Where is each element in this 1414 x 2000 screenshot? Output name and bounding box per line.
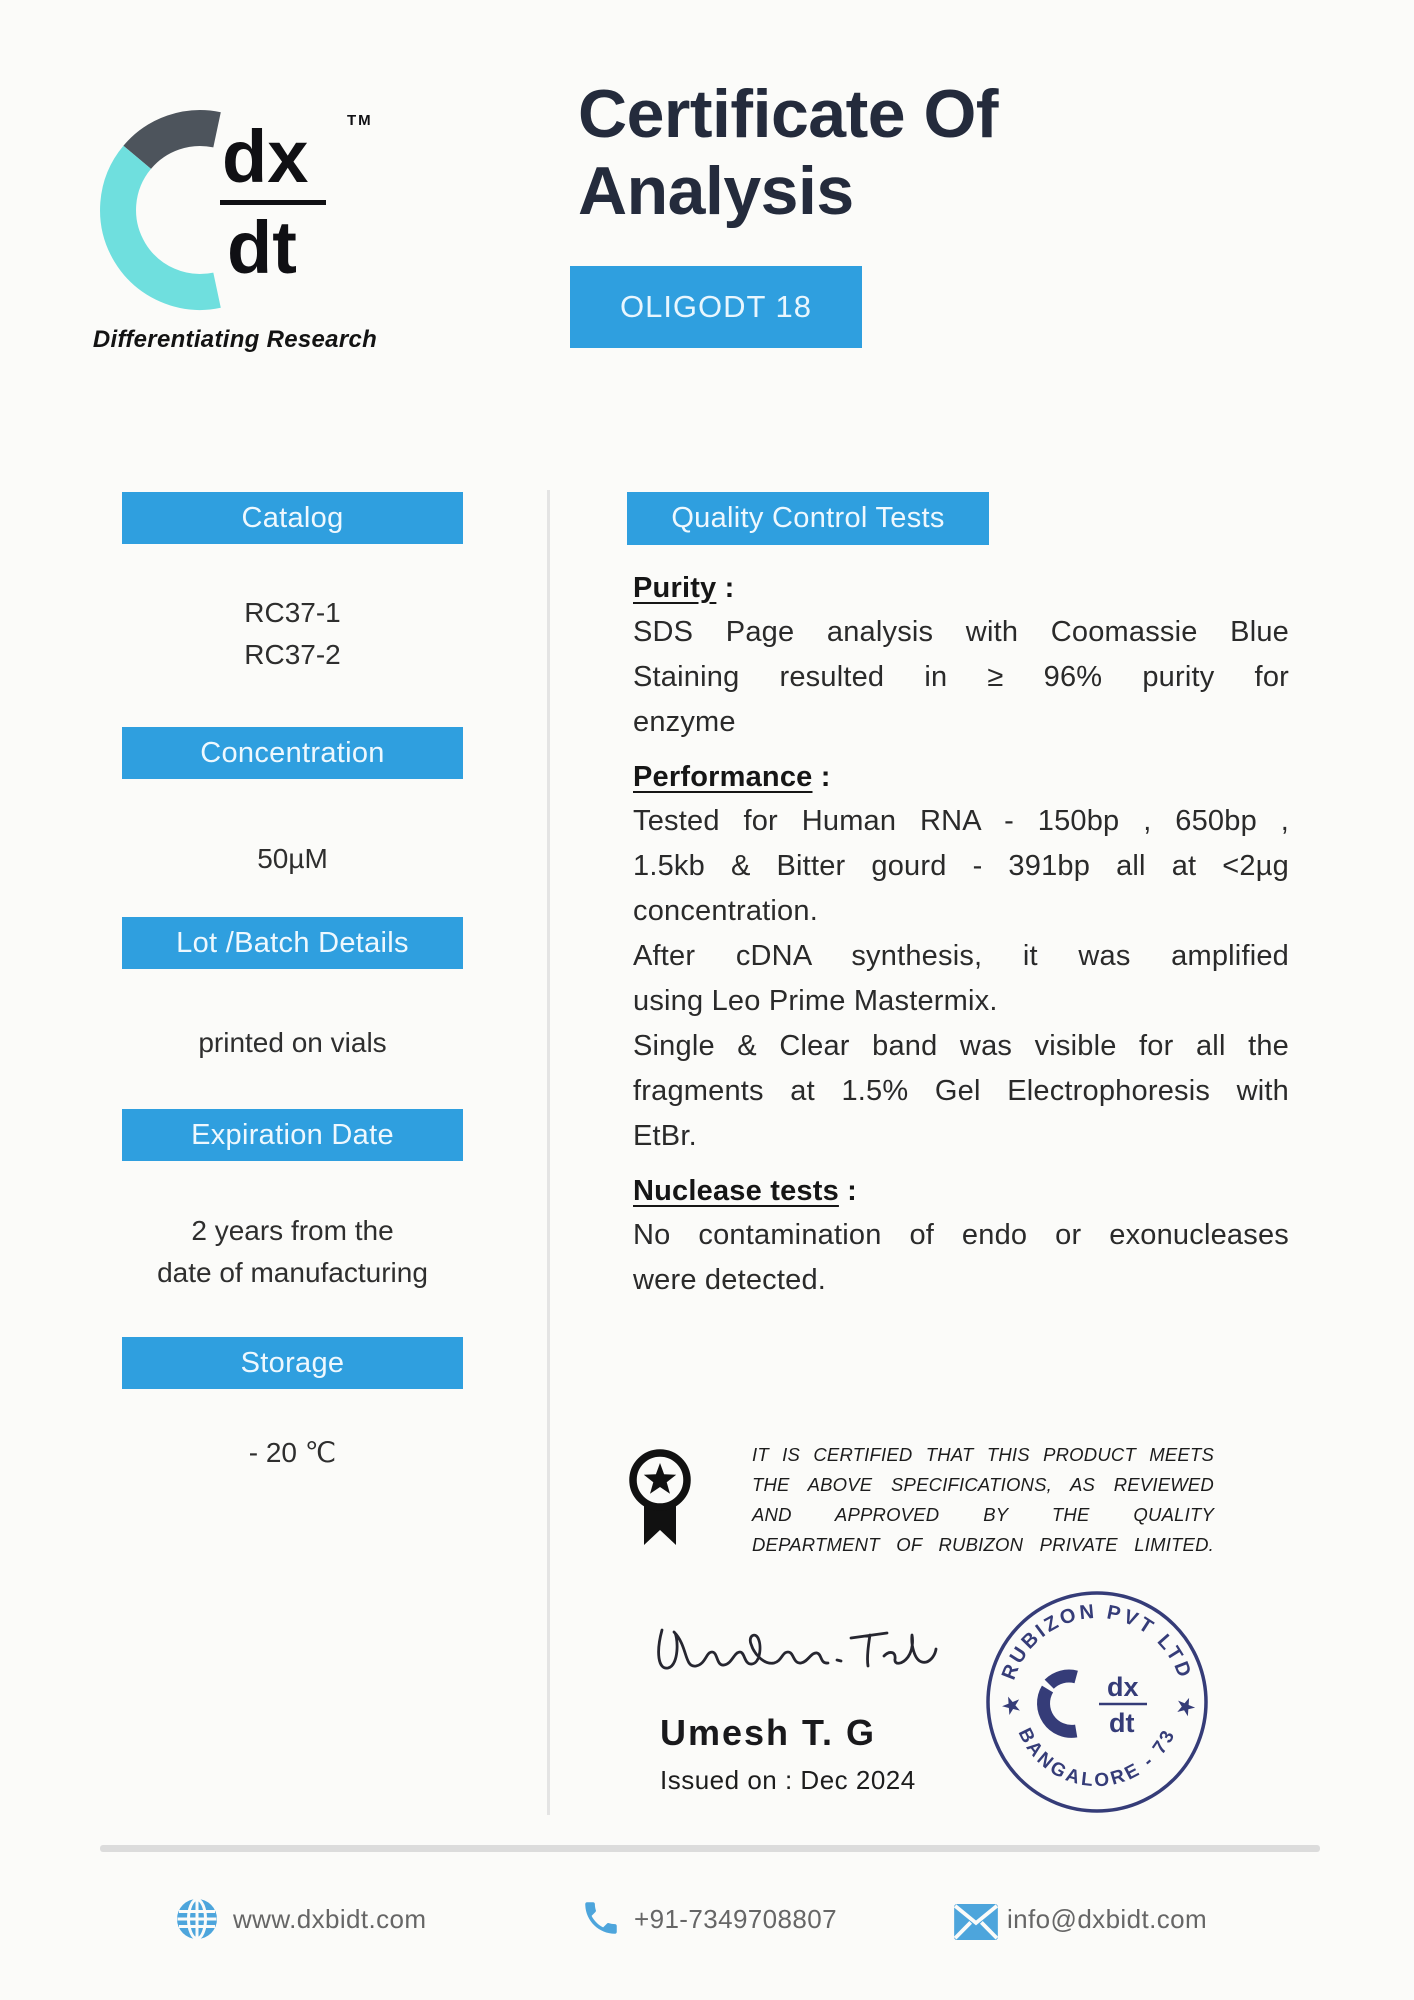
award-medal-icon: [623, 1441, 697, 1555]
performance-line: 1.5kb & Bitter gourd - 391bp all at <2µg: [633, 850, 1289, 882]
performance-line: using Leo Prime Mastermix.: [633, 985, 998, 1017]
trademark-symbol: TM: [347, 112, 373, 129]
logo-dx-text: dx: [222, 115, 309, 198]
brand-tagline: Differentiating Research: [92, 326, 378, 353]
expiration-value: [122, 1210, 463, 1294]
stamp-company-text: RUBIZON PVT LTD: [997, 1600, 1197, 1683]
stamp-city-text: BANGALORE - 73: [1013, 1724, 1181, 1792]
footer-website[interactable]: www.dxbidt.com: [233, 1904, 427, 1934]
logo-fraction-bar: [220, 200, 326, 205]
nuclease-line: were detected.: [633, 1264, 827, 1296]
purity-line: Staining resulted in ≥ 96% purity for: [633, 661, 1289, 693]
column-divider: [547, 490, 550, 1815]
expiration-value-line1: 2 years from the: [191, 1215, 394, 1246]
svg-text:BANGALORE - 73: [1014, 1725, 1181, 1792]
section-header-catalog: Catalog: [122, 492, 463, 544]
performance-line: After cDNA synthesis, it was amplified: [633, 940, 1289, 972]
qc-performance-section: [633, 761, 1289, 1159]
qc-nuclease-section: [633, 1175, 1289, 1303]
performance-line: fragments at 1.5% Gel Electrophoresis with: [633, 1075, 1289, 1107]
qc-purity-section: [633, 572, 1289, 745]
qc-body: [633, 572, 1289, 1319]
stamp-dt-text: dt: [1109, 1708, 1135, 1738]
certification-line: DEPARTMENT OF RUBIZON PRIVATE LIMITED.: [752, 1534, 1214, 1555]
lot-batch-value: printed on vials: [198, 1027, 387, 1058]
signer-name: Umesh T. G: [660, 1712, 877, 1753]
section-header-expiration: Expiration Date: [122, 1109, 463, 1161]
catalog-value-1: RC37-1: [244, 597, 341, 628]
section-header-quality-control: Quality Control Tests: [627, 492, 989, 545]
certification-line: IT IS CERTIFIED THAT THIS PRODUCT MEETS: [752, 1444, 1214, 1465]
purity-line: enzyme: [633, 706, 736, 738]
svg-text:RUBIZON PVT LTD: [998, 1601, 1196, 1683]
section-header-concentration: Concentration: [122, 727, 463, 779]
page-title-line1: Certificate Of: [578, 76, 998, 152]
storage-value: - 20 ℃: [248, 1437, 337, 1468]
concentration-value: 50µM: [257, 843, 328, 874]
globe-icon: [176, 1898, 218, 1940]
performance-line: Single & Clear band was visible for all the: [633, 1030, 1289, 1062]
performance-line: Tested for Human RNA - 150bp , 650bp ,: [633, 805, 1289, 837]
stamp-star-right: ★: [1170, 1690, 1201, 1724]
purity-line: SDS Page analysis with Coomassie Blue: [633, 616, 1289, 648]
product-badge: OLIGODT 18: [570, 266, 862, 348]
page-title: [578, 76, 1118, 230]
section-header-storage: Storage: [122, 1337, 463, 1389]
catalog-value-2: RC37-2: [244, 639, 341, 670]
footer-divider: [100, 1845, 1320, 1852]
company-stamp: [983, 1586, 1211, 1818]
purity-heading: Purity :: [633, 572, 735, 604]
page-title-line2: Analysis: [578, 153, 854, 229]
performance-line: concentration.: [633, 895, 818, 927]
nuclease-line: No contamination of endo or exonucleases: [633, 1219, 1289, 1251]
section-header-lot-batch: Lot /Batch Details: [122, 917, 463, 969]
certification-line: THE ABOVE SPECIFICATIONS, AS REVIEWED: [752, 1474, 1214, 1495]
handwritten-signature: [648, 1612, 938, 1692]
issued-date: Issued on : Dec 2024: [660, 1765, 916, 1795]
phone-icon: [580, 1897, 622, 1939]
performance-line: EtBr.: [633, 1120, 697, 1152]
footer-phone[interactable]: +91-7349708807: [634, 1904, 837, 1934]
certification-statement: [752, 1440, 1214, 1560]
stamp-star-left: ★: [996, 1689, 1027, 1723]
catalog-values: [122, 592, 463, 676]
stamp-dx-text: dx: [1107, 1672, 1139, 1702]
footer-email[interactable]: info@dxbidt.com: [1007, 1904, 1208, 1934]
brand-logo-arc-icon: [100, 108, 222, 312]
expiration-value-line2: date of manufacturing: [157, 1257, 428, 1288]
nuclease-heading: Nuclease tests :: [633, 1175, 858, 1207]
certification-line: AND APPROVED BY THE QUALITY: [752, 1504, 1214, 1525]
mail-icon: [953, 1903, 999, 1941]
logo-dt-text: dt: [227, 206, 297, 289]
performance-heading: Performance :: [633, 761, 831, 793]
